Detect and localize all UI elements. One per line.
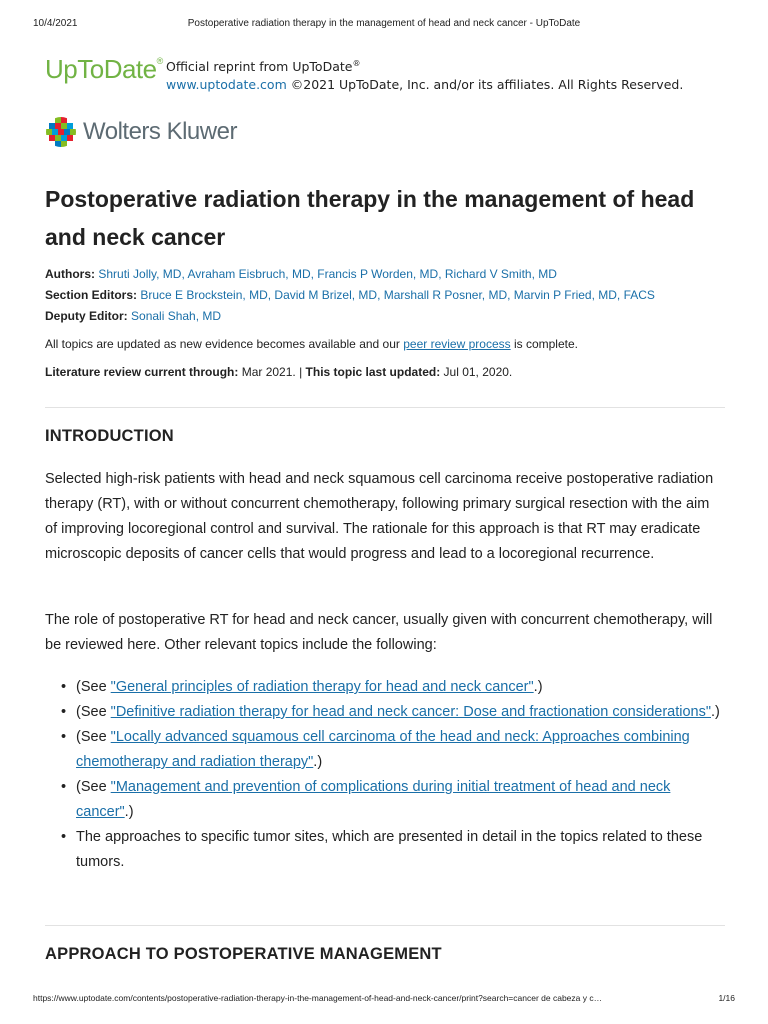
- section-editors-links[interactable]: Bruce E Brockstein, MD, David M Brizel, MD, Marshall R Posner, MD, Marvin P Fried, MD, FACS: [140, 288, 655, 302]
- bullet-marker: •: [61, 829, 67, 845]
- uptodate-logo-text: UpToDate: [45, 54, 157, 84]
- uptodate-logo-mark: ®: [156, 56, 163, 66]
- registered-mark: ®: [352, 59, 361, 68]
- introduction-paragraph-2: The role of postoperative RT for head and neck cancer, usually given with concurrent chemotherapy, will be reviewed here. Other relevant topics include the following:: [45, 612, 713, 653]
- introduction-heading: INTRODUCTION: [45, 427, 174, 445]
- wolters-kluwer-wordmark: Wolters Kluwer: [83, 118, 237, 145]
- bullet-suffix: .): [313, 754, 323, 770]
- last-updated-label: This topic last updated:: [305, 365, 441, 379]
- bullet-prefix: (See: [76, 704, 111, 720]
- update-note-end: is complete.: [510, 337, 578, 351]
- uptodate-logo[interactable]: [45, 54, 163, 85]
- bullet-prefix: (See: [76, 729, 111, 745]
- bullet-marker: •: [61, 729, 67, 745]
- divider: [45, 925, 725, 926]
- bullet-prefix: (See: [76, 779, 111, 795]
- uptodate-site-link[interactable]: www.uptodate.com: [166, 77, 287, 93]
- bullet-suffix: .): [124, 804, 134, 820]
- list-item: [58, 725, 723, 775]
- bullet-marker: •: [61, 779, 67, 795]
- section-editors-line: [45, 288, 735, 302]
- topic-link[interactable]: "Locally advanced squamous cell carcinoma of the head and neck: Approaches combining chemotherapy and radiation therapy": [76, 729, 690, 770]
- topic-link[interactable]: "General principles of radiation therapy for head and neck cancer": [110, 679, 534, 695]
- page-number: 1/16: [718, 993, 735, 1003]
- approach-heading: APPROACH TO POSTOPERATIVE MANAGEMENT: [45, 945, 442, 963]
- list-item: [58, 825, 723, 875]
- deputy-editor-link[interactable]: Sonali Shah, MD: [131, 309, 222, 323]
- authors-label: Authors:: [45, 267, 95, 281]
- print-url: https://www.uptodate.com/contents/postoperative-radiation-therapy-in-the-management-of-head-and-neck-cancer/print?search=cancer de cabeza y c…: [33, 993, 603, 1003]
- bullet-suffix: .): [711, 704, 720, 720]
- article-title: Postoperative radiation therapy in the management of head and neck cancer: [45, 186, 695, 250]
- topic-link[interactable]: "Definitive radiation therapy for head and neck cancer: Dose and fractionation considerations": [110, 704, 711, 720]
- review-dates: [45, 365, 735, 379]
- peer-review-link[interactable]: peer review process: [403, 337, 511, 351]
- bullet-suffix: .): [533, 679, 543, 695]
- copyright-text: ©2021 UpToDate, Inc. and/or its affiliates. All Rights Reserved.: [286, 77, 684, 93]
- wolters-kluwer-logo[interactable]: [45, 116, 237, 148]
- introduction-paragraph-1: Selected high-risk patients with head and neck squamous cell carcinoma receive postoperative radiation therapy (RT), with or without concurrent chemotherapy, following primary surgical resection with the aim of improving locoregional control and survival. The rationale for this approach is that RT may eradicate microscopic deposits of cancer cells that would progress and lead to a locoregional recurrence.: [45, 471, 714, 562]
- update-note-text: All topics are updated as new evidence becomes available and our: [45, 337, 404, 351]
- list-item: [58, 675, 723, 700]
- bullet-marker: •: [61, 704, 67, 720]
- print-document-title: Postoperative radiation therapy in the management of head and neck cancer - UpToDate: [187, 18, 581, 29]
- last-updated-value: Jul 01, 2020.: [440, 365, 513, 379]
- bullet-marker: •: [61, 679, 67, 695]
- lit-review-label: Literature review current through:: [45, 365, 239, 379]
- list-item: [58, 700, 723, 725]
- print-date: 10/4/2021: [33, 18, 78, 29]
- bullet-text: The approaches to specific tumor sites, which are presented in detail in the topics related to these tumors.: [76, 829, 703, 870]
- list-item: [58, 775, 723, 825]
- deputy-editor-line: [45, 309, 735, 323]
- print-footer: [33, 993, 735, 1007]
- wolters-kluwer-logo-icon: [45, 116, 77, 148]
- lit-review-value: Mar 2021. |: [238, 365, 306, 379]
- divider: [45, 407, 725, 408]
- official-reprint-text: Official reprint from UpToDate: [166, 59, 353, 75]
- section-editors-label: Section Editors:: [45, 288, 138, 302]
- update-note: [45, 337, 735, 351]
- related-topics-list: [58, 675, 723, 875]
- deputy-editor-label: Deputy Editor:: [45, 309, 128, 323]
- authors-links[interactable]: Shruti Jolly, MD, Avraham Eisbruch, MD, Francis P Worden, MD, Richard V Smith, MD: [98, 267, 557, 281]
- bullet-prefix: (See: [76, 679, 111, 695]
- reprint-notice: [166, 55, 683, 94]
- topic-link[interactable]: "Management and prevention of complications during initial treatment of head and neck cancer": [76, 779, 671, 820]
- print-header: [33, 18, 735, 32]
- authors-line: [45, 267, 735, 281]
